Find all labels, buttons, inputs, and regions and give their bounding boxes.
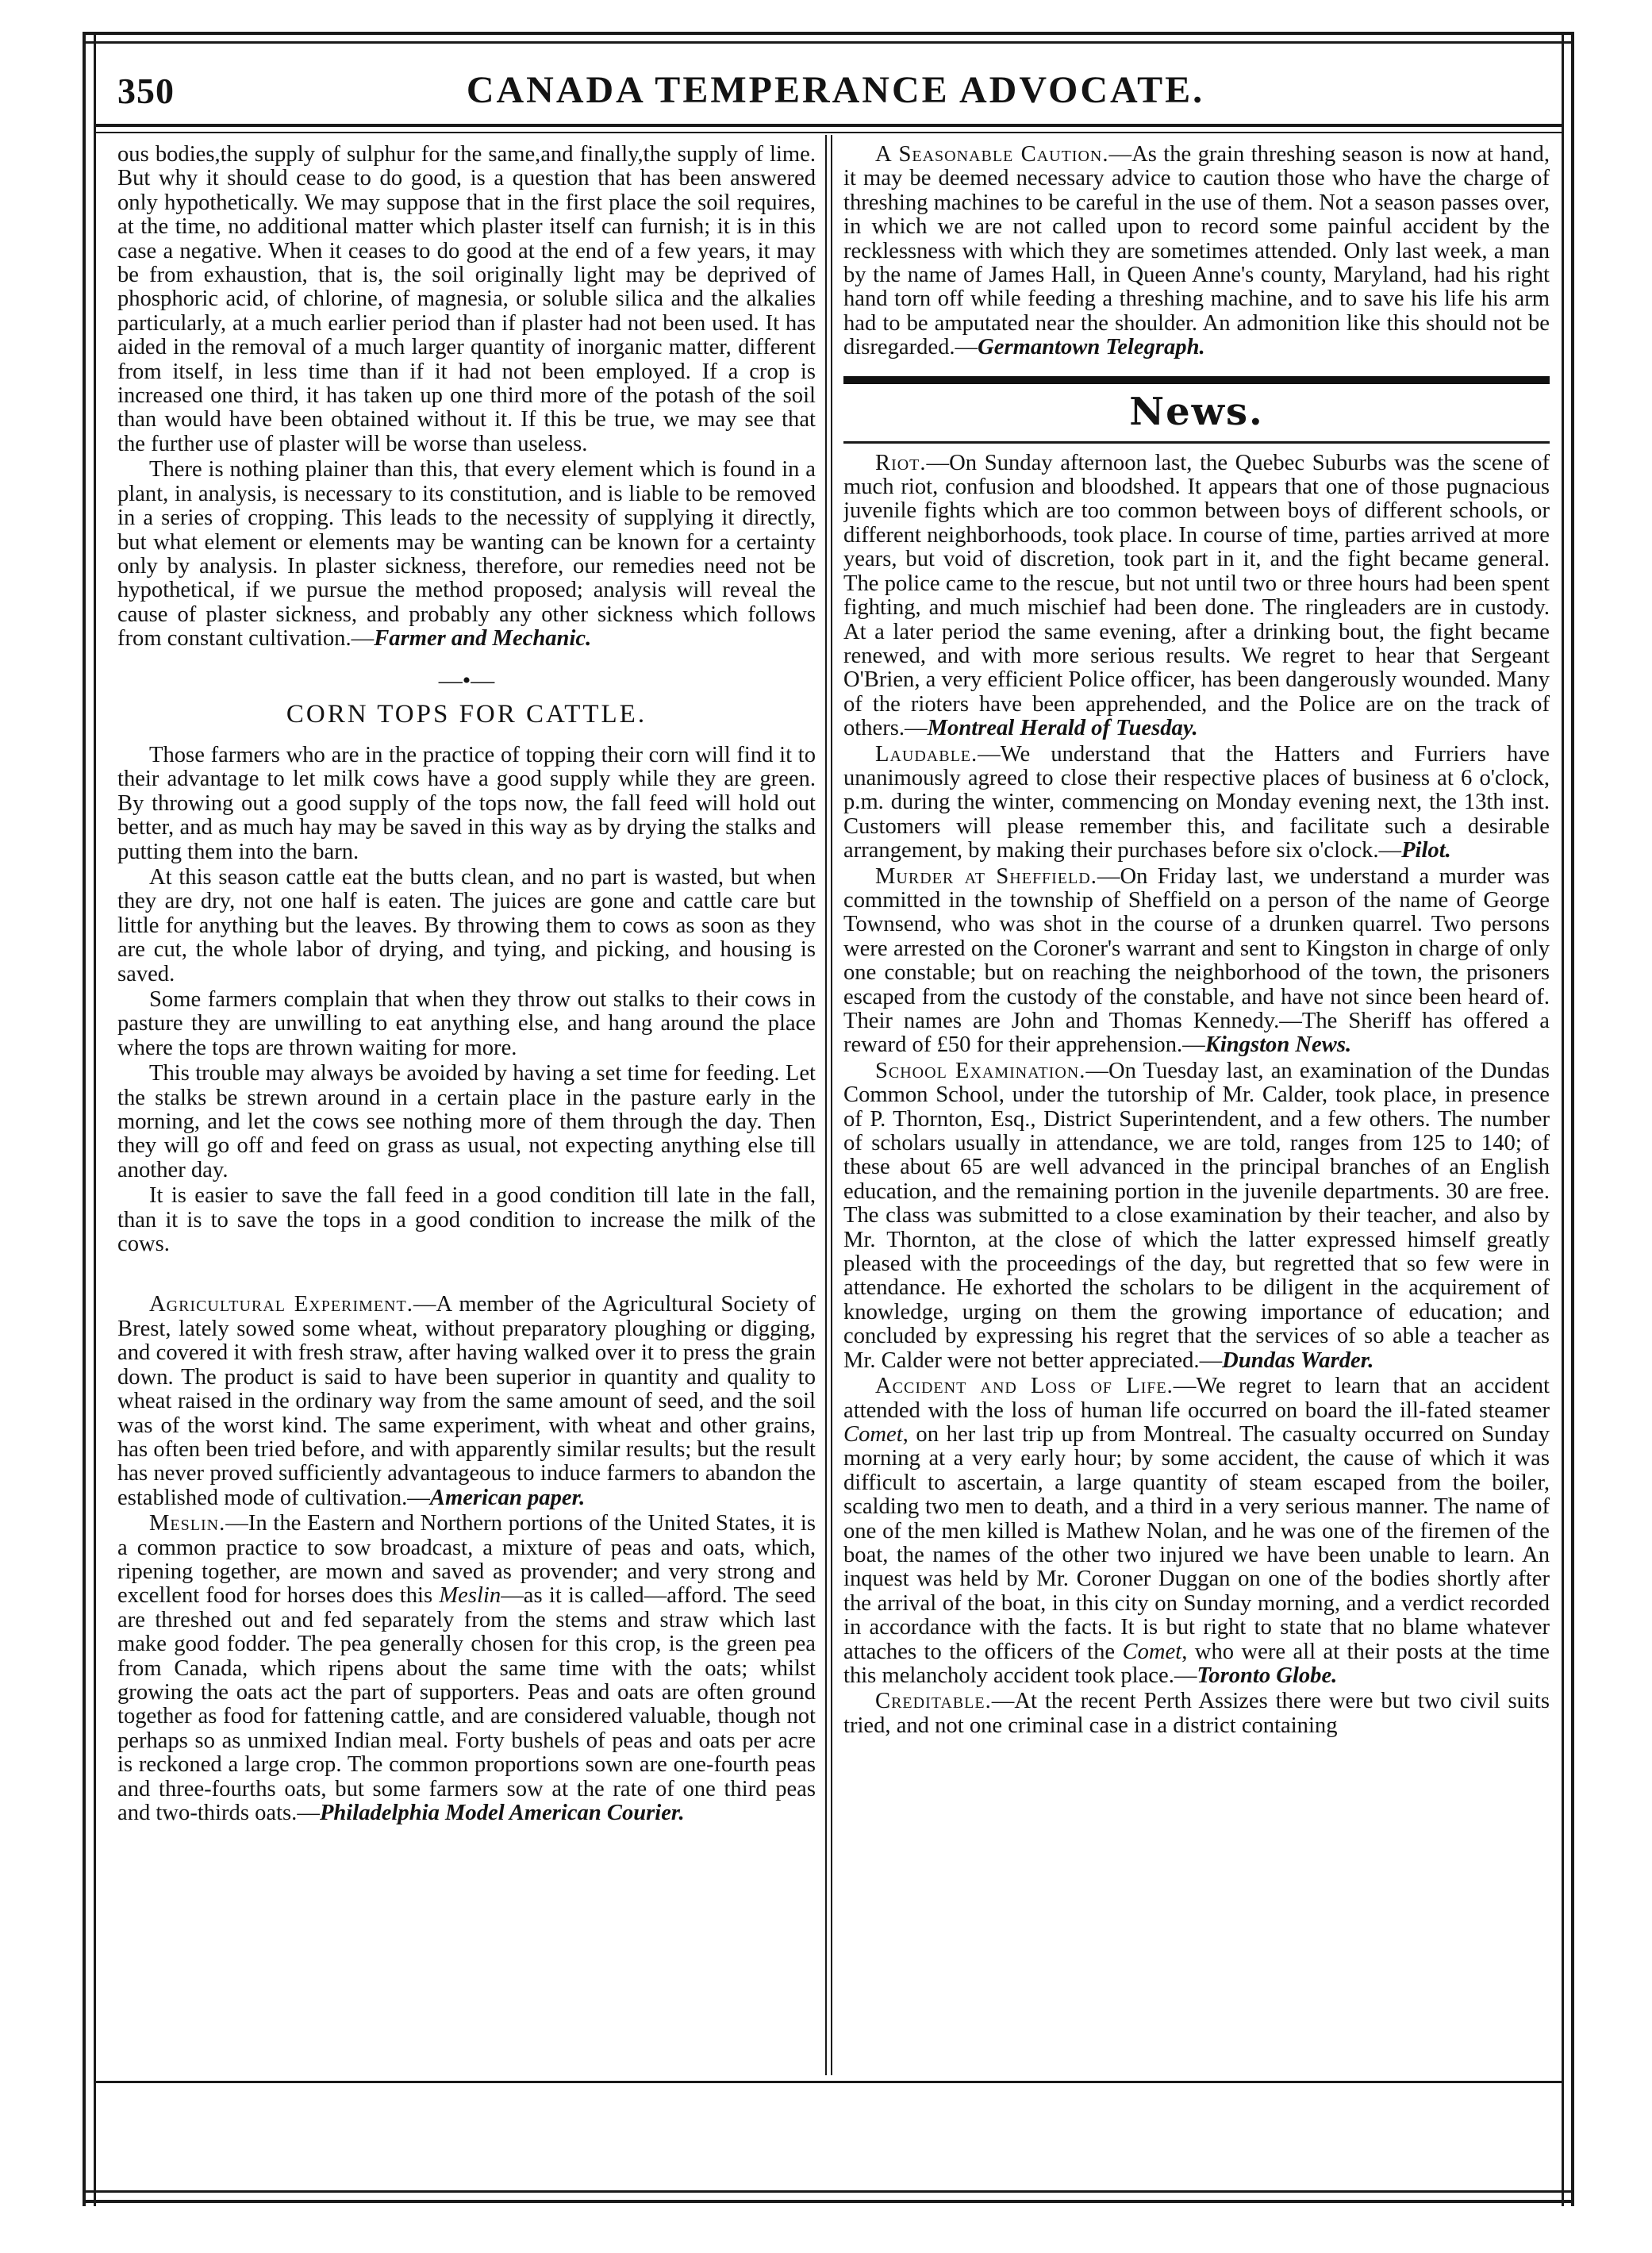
page-header (117, 62, 1554, 117)
laudable-article (843, 743, 1550, 863)
creditable-article (843, 1690, 1550, 1738)
meslin-text-1: —In the Eastern and Northern portions of the United States, it is a common practice to sow broadcast, a mixture of peas and oats, which, ripening together, are mown and saved as provender; and very strong and excellent food for horses does this (117, 1511, 816, 1609)
caution-article (843, 143, 1550, 360)
plaster-source: Farmer and Mechanic. (374, 626, 592, 652)
top-border-inner (83, 41, 1574, 44)
caution-text: —As the grain threshing season is now at hand, it may be deemed necessary advice to caution those who have the charge of threshing machines to be careful in the use of them. Not a season passes over, in which we are not called upon to record some painful accident by the recklessness with which they are sometimes attended. Only last week, a man by the name of James Hall, in Queen Anne's county, Maryland, had his right hand torn off while feeding a threshing machine, and to save his life his arm had to be amputated near the shoulder. An admonition like this should not be disregarded.— (843, 143, 1550, 360)
meslin-italic: Meslin (439, 1583, 501, 1609)
header-rule-1 (94, 124, 1564, 127)
news-section-title: News. (1129, 389, 1264, 434)
creditable-heading: Creditable. (875, 1689, 992, 1714)
laudable-heading: Laudable. (875, 741, 978, 767)
corn-paragraph-1: Those farmers who are in the practice of topping their corn will find it to their advantage to let milk cows have a good supply while they are green. By throwing out a good supply of the tops now, the fall feed will hold out better, and as much hay may be saved in this way as by drying the stalks and putting them into the barn. (117, 742, 816, 864)
page-number: 350 (117, 71, 175, 111)
accident-ship-name-2: Comet (1122, 1639, 1182, 1664)
laudable-source: Pilot. (1401, 838, 1451, 863)
corn-paragraph-3: Some farmers complain that when they throw out stalks to their cows in pasture they are unwilling to eat anything else, and hang around the place where the tops are thrown waiting for more. (117, 987, 816, 1060)
accident-text-3: , who were all at their posts at the time this melancholy accident took place.— (843, 1639, 1550, 1688)
school-source: Dundas Warder. (1222, 1348, 1374, 1373)
caution-heading: A Seasonable Caution. (875, 143, 1109, 167)
riot-text: —On Sunday afternoon last, the Quebec Suburbs was the scene of much riot, confusion and bloodshed. It appears that one of those pugnacious juvenile fights which are too common between boys of different schools, or different neighborhoods, took place. In course of time, parties arrived at more years, but void of discretion, took part in it, and the fight became general. The police came to the rescue, but not until two or three hours had been spent fighting, and much mischief had been done. The ringleaders are in custody. At a later period the same evening, after a drinking bout, the fight became renewed, and with more serious results. We regret to hear that Sergeant O'Brien, a very efficient Police officer, has been dangerously wounded. Many of the rioters have been apprehended, and the Police are on the track of others.— (843, 450, 1550, 741)
column-divider-1 (825, 135, 827, 2075)
news-title-rule (843, 441, 1550, 444)
accident-source: Toronto Globe. (1197, 1663, 1338, 1688)
murder-heading: Murder at Sheffield. (875, 863, 1097, 889)
creditable-text: —At the recent Perth Assizes there were but two civil suits tried, and not one criminal case in a district containing (843, 1689, 1550, 1738)
meslin-heading: Meslin. (149, 1511, 226, 1536)
agricultural-experiment-source: American paper. (429, 1485, 586, 1510)
footer-rule-2 (83, 2190, 1574, 2193)
header-rule-2 (94, 132, 1564, 133)
corn-paragraph-4: This trouble may always be avoided by having a set time for feeding. Let the stalks be strewn around in a certain place in the pasture early in the morning, and let the cows see nothing more of them through the day. Then they will go off and feed on grass as usual, not expecting anything else till another day. (117, 1061, 816, 1182)
laudable-text: —We understand that the Hatters and Furriers have unanimously agreed to close their respective places of business at 6 o'clock, p.m. during the winter, commencing on Monday evening next, the 13th inst. Customers will please remember this, and facilitate such a desirable arrangement, by making their purchases before six o'clock.— (843, 741, 1550, 863)
newspaper-title: CANADA TEMPERANCE ADVOCATE. (466, 69, 1205, 111)
riot-heading: Riot. (875, 450, 927, 475)
agricultural-experiment-text: —A member of the Agricultural Society of Brest, lately sowed some wheat, without preparatory ploughing or digging, and covered it with fresh straw, after having walked over it to press the grain down. The product is said to have been superior in quantity and quality to wheat raised in the ordinary way from the same amount of seed, and the soil was of the worst kind. The same experiment, with wheat and other grains, has often been tried before, and with apparently similar results; but the result has never proved sufficiently advantageous to induce farmers to abandon the established mode of cultivation.— (117, 1292, 816, 1510)
column-divider-2 (831, 135, 832, 2075)
riot-source: Montreal Herald of Tuesday. (927, 716, 1198, 741)
section-ornament: —•— (438, 667, 495, 694)
spacer (117, 1258, 816, 1293)
corn-paragraph-5: It is easier to save the fall feed in a good condition till late in the fall, than it is to save the tops in a good condition to increase the milk of the cows. (117, 1183, 816, 1257)
corn-tops-title: CORN TOPS FOR CATTLE. (286, 699, 647, 729)
plaster-paragraph-2-text: There is nothing plainer than this, that every element which is found in a plant, in analysis, is necessary to its constitution, and is liable to be removed in a series of cropping. This leads to the necessity of supplying it directly, but what element or elements may be wanting can be known for a certainty only by analysis. In plaster sickness, therefore, our remedies need not be hypothetical, if we pursue the method proposed; analysis will reveal the cause of plaster sickness, and probably any other sickness which follows from constant cultivation.— (117, 457, 816, 652)
plaster-paragraph-2 (117, 458, 816, 651)
agricultural-experiment-article (117, 1293, 816, 1510)
school-text: —On Tuesday last, an examination of the Dundas Common School, under the tutorship of Mr. Calder, took place, in presence of P. Thornton, Esq., District Superintendent, and a few others. The number of scholars usually in attendance, we are told, ranges from 125 to 140; of these about 65 are well advanced in the principal branches of an English education, and the remaining portion in the juvenile departments. 30 are free. The class was submitted to a close examination by their teacher, and also by Mr. Thornton, at the close of which the latter expressed himself greatly pleased with the proceedings of the day, but regretted that so few were in attendance. He exhorted the scholars to be diligent in the acquirement of knowledge, urging on them the growing importance of education; and concluded by expressing his regret that the services of so able a teacher as Mr. Calder were not better appreciated.— (843, 1058, 1550, 1373)
left-column (117, 143, 816, 2079)
accident-ship-name: Comet (843, 1421, 903, 1447)
right-column (843, 143, 1550, 2079)
meslin-article (117, 1512, 816, 1825)
accident-text-1: —We regret to learn that an accident attended with the loss of human life occurred on board the ill-fated steamer (843, 1374, 1550, 1423)
left-border-inner (94, 32, 96, 2206)
meslin-source: Philadelphia Model American Courier. (319, 1801, 685, 1825)
school-article (843, 1059, 1550, 1373)
murder-text: —On Friday last, we understand a murder was committed in the township of Sheffield on a person of the name of George Townsend, who was shot in the course of a drunken quarrel. Two persons were arrested on the Coroner's warrant and sent to Kingston in charge of only one constable; but on reaching the neighborhood of the town, the prisoners escaped from the custody of the constable, and have not since been heard of. Their names are John and Thomas Kennedy.—The Sheriff has offered a reward of £50 for their apprehension.— (843, 863, 1550, 1058)
agricultural-experiment-heading: Agricultural Experiment. (149, 1292, 413, 1317)
top-border-outer (83, 32, 1574, 35)
accident-article (843, 1374, 1550, 1688)
caution-source: Germantown Telegraph. (978, 335, 1205, 360)
footer-rule-1 (94, 2081, 1564, 2083)
news-separator-bar (843, 376, 1550, 384)
riot-article (843, 452, 1550, 741)
murder-article (843, 865, 1550, 1058)
murder-source: Kingston News. (1204, 1032, 1352, 1058)
footer-rule-3 (83, 2200, 1574, 2203)
right-border-outer (1571, 32, 1574, 2206)
school-heading: School Examination. (875, 1058, 1086, 1083)
left-border-outer (83, 32, 86, 2206)
corn-paragraph-2: At this season cattle eat the butts clean, and no part is wasted, but when they are dry, not one half is eaten. The juices are gone and cattle care but little for anything but the leaves. By throwing them to cows as soon as they are cut, the whole labor of drying, and tying, and picking, and housing is saved. (117, 864, 816, 986)
meslin-text-2: —as it is called—afford. The seed are threshed out and fed separately from the stems and straw which last make good fodder. The pea generally chosen for this crop, is the green pea from Canada, which ripens about the same time with the oats; whilst growing the oats act the part of supporters. Peas and oats are often ground together as food for fattening cattle, and are considered valuable, though not perhaps so as unmixed Indian meal. Forty bushels of peas and oats per acre is reckoned a large crop. The common proportions sown are one-fourth peas and three-fourths oats, but some farmers sow at the rate of one third peas and two-thirds oats.— (117, 1583, 816, 1825)
accident-heading: Accident and Loss of Life. (875, 1374, 1174, 1399)
accident-text-2: , on her last trip up from Montreal. The casualty occurred on Sunday morning at a very early hour; by some accident, the cause of which it was difficult to ascertain, a large quantity of steam escaped from the boiler, scalding two men to death, and a third in a very serious manner. The name of one of the men killed is Mathew Nolan, and he was one of the firemen of the boat, the names of the other two injured we have been unable to learn. An inquest was held by Mr. Coroner Duggan on one of the bodies shortly after the arrival of the boat, in this city on Sunday morning, and a verdict recorded in accordance with the facts. It is but right to state that no blame whatever attaches to the officers of the (843, 1421, 1550, 1664)
plaster-paragraph-1: ous bodies,the supply of sulphur for the same,and finally,the supply of lime. But why it should cease to do good, is a question that has been answered only hypothetically. We may suppose that in the first place the soil requires, at the time, no additional matter which plaster itself can furnish; it is in this case a negative. When it ceases to do good at the end of a few years, it may be from exhaustion, that is, the soil originally light may be deprived of phosphoric acid, of chlorine, of magnesia, or soluble silica and the alkalies particularly, at a much earlier period than if plaster had not been used. It has aided in the removal of a much larger quantity of inorganic matter, different from itself, in less time than if it had not been employed. If a crop is increased one third, it has taken up one third more of the potash of the soil than would have been obtained without it. If this be true, we may see that the further use of plaster will be worse than useless. (117, 143, 816, 456)
right-border-inner (1562, 32, 1564, 2206)
